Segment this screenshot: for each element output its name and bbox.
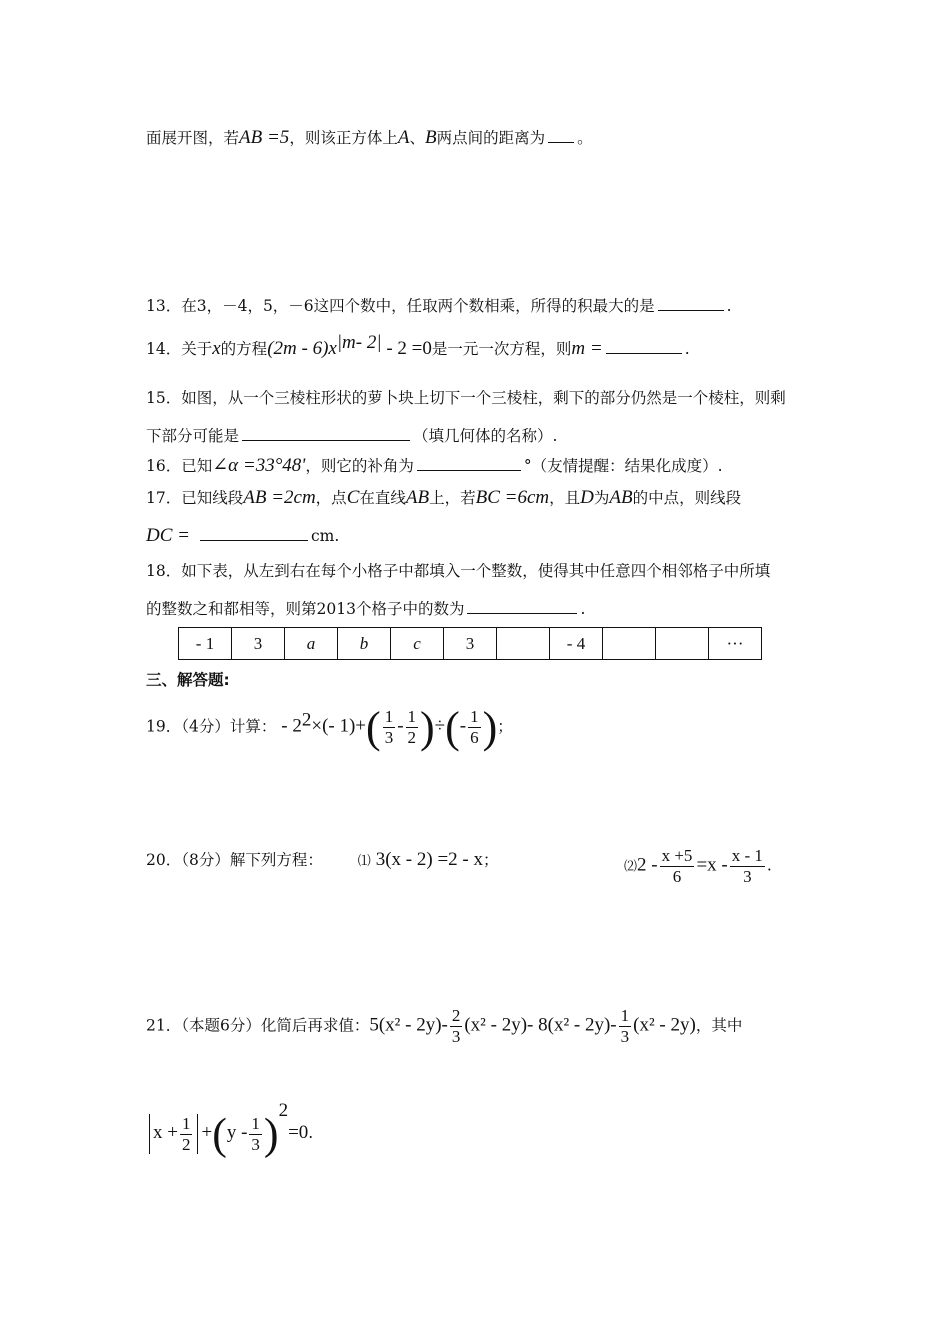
q19-expr-b: ×(- 1)+ [311,715,367,737]
question-20 [146,848,499,871]
q21-paren-open: ( [212,1109,227,1159]
q18-line1: 18．如下表，从左到右在每个小格子中都填入一个整数，使得其中任意四个相邻格子中所填 [146,562,771,580]
q13-text: 13．在3，－4，5，－6这四个数中，任取两个数相乘，所得的积最大的是 [146,297,655,315]
q19-frac-3 [468,707,481,748]
q14-var: x [212,338,221,360]
q20-part-2-label: ⑵ [624,859,638,875]
question-17-line-2 [146,524,339,547]
q21-cond-exp: 2 [278,1100,289,1121]
q21-tail: ，其中 [695,1016,743,1035]
q17-text-f: 为 [593,489,610,507]
q20-equation-1: 3(x - 2) =2 - x [375,849,484,870]
q19-neg: - [459,715,467,737]
q19-end: ； [497,717,513,736]
question-17-line-1 [146,486,741,509]
question-19 [146,702,513,753]
q14-m: m = [571,338,603,360]
q17-dc: DC = [146,525,190,546]
q20-f1-num: x +5 [661,846,693,865]
grid-cell [656,628,709,660]
question-15-line-2 [146,424,557,446]
q19-paren-close: ) [420,703,435,752]
grid-cell: 3 [232,628,285,660]
q21-f1-num: 2 [451,1006,461,1025]
q17-ab2: AB [405,487,430,508]
question-20-part-2 [624,846,772,887]
q12-math: AB =5 [239,127,290,148]
grid-cell: ··· [709,628,762,660]
q21-f2-den: 3 [620,1027,630,1046]
q15-line1: 15．如图，从一个三棱柱形状的萝卜块上切下一个三棱柱，剩下的部分仍然是一个棱柱，则剩 [146,389,786,407]
q14-text-a: 14．关于 [146,340,213,359]
q13-answer-blank[interactable] [658,294,724,311]
q19-divide: ÷ [434,715,446,737]
q19-f2-num: 1 [407,707,417,726]
q17-ab: AB =2cm [243,487,316,508]
q20-f2-den: 3 [743,867,752,886]
q19-f1-num: 1 [384,707,394,726]
section-heading: 三、解答题: [146,671,230,689]
grid-cell: - 4 [550,628,603,660]
question-21 [146,1006,742,1047]
q18-line2a: 的整数之和都相等，则第2013个格子中的数为 [146,600,465,618]
q14-end: . [684,340,690,359]
q21-cond-frac-1 [180,1114,193,1155]
q17-text-e: ，且 [549,489,581,507]
q17-ab3: AB [609,487,633,508]
q19-paren-open: ( [366,703,381,752]
q20-part-1: ⑴ [357,854,371,869]
q17-answer-blank[interactable] [200,524,308,541]
q21-cf2-den: 3 [251,1134,260,1154]
q21-f2-num: 1 [620,1006,630,1025]
grid-cell: a [285,628,338,660]
q14-exponent: |m- 2| [336,332,382,353]
question-15-line-1 [146,386,786,408]
q17-text-b: ，点 [315,489,347,507]
q20-f2-num: x - 1 [731,846,763,865]
q12-text-b: ，则该正方体上 [289,129,398,147]
q20-frac-2 [730,846,765,887]
q21-term-3: (x² - 2y) [633,1014,696,1036]
q21-cond-frac-2 [249,1114,262,1155]
q16-text-a: 16．已知 [146,457,213,475]
q14-text-b: 的方程 [220,340,268,359]
q19-minus: - [397,715,404,737]
q17-unit: cm. [310,527,340,545]
grid-cell [603,628,656,660]
q19-paren-close-2: ) [482,703,498,752]
q21-cond-dot: . [308,1124,314,1142]
q19-paren-open-2: ( [445,703,460,752]
q21-term-1: 5(x² - 2y)- [369,1014,448,1036]
q12-point-b: B [424,127,437,148]
number-grid [178,627,762,660]
q19-square: 2 [301,709,312,731]
abs-bar-left [149,1114,150,1154]
q21-f1-den: 3 [451,1027,461,1046]
q19-f3-num: 1 [470,707,479,726]
q21-frac-1 [450,1006,463,1047]
q12-text-a: 面展开图，若 [146,129,240,147]
q15-line2a: 下部分可能是 [146,427,240,445]
q18-end: . [580,600,586,618]
q12-end: 。 [577,129,593,147]
q17-bc: BC =6cm [475,487,550,508]
q19-frac-2 [406,707,419,748]
q19-frac-1 [383,707,396,748]
grid-cell: 3 [444,628,497,660]
q12-continuation [146,126,593,149]
grid-cell: c [391,628,444,660]
q21-term-2: (x² - 2y)- 8(x² - 2y)- [464,1014,617,1036]
q21-cond-end: =0 [288,1122,309,1143]
q20-frac-1 [660,846,695,887]
q13-end: . [726,297,732,315]
q20-eq2-b: =x - [696,854,728,876]
question-14 [146,332,690,360]
q21-cf1-den: 2 [181,1134,191,1154]
q12-text-c: 两点间的距离为 [436,129,546,147]
q12-sep: 、 [409,129,425,147]
grid-cell: b [338,628,391,660]
q15-line2b: （填几何体的名称）. [413,427,558,445]
q21-cf2-num: 1 [251,1113,260,1133]
q21-cf1-num: 1 [181,1113,191,1133]
q17-text-c: 在直线 [359,489,406,507]
q17-d: D [580,487,594,508]
q17-text-a: 17．已知线段 [146,489,244,507]
q19-f2-den: 2 [407,728,417,747]
q21-label: 21．（本题6分）化简后再求值： [146,1016,370,1035]
q17-c: C [346,487,360,508]
q21-frac-2 [619,1006,632,1047]
q12-point-a: A [397,127,410,148]
question-13 [146,294,732,316]
q19-f3-den: 6 [470,728,479,747]
q20-semicolon: ； [483,851,499,869]
q15-answer-blank[interactable] [242,424,410,441]
q19-expr-a: - 2 [281,715,302,737]
q14-equation-b: - 2 =0 [381,338,432,360]
q17-text-g: 的中点，则线段 [632,489,742,507]
q19-label: 19．（4分）计算： [146,717,277,736]
q14-answer-blank[interactable] [606,337,682,354]
question-21-condition [146,1100,313,1160]
q21-cond-plus: + [201,1122,213,1143]
q21-cond-a: x + [153,1122,178,1143]
q20-f1-den: 6 [672,867,682,886]
question-18-line-2 [146,597,585,619]
q20-label: 20．（8分）解下列方程： [146,851,323,869]
grid-row [179,628,762,660]
q18-answer-blank[interactable] [467,597,577,614]
q21-paren-close: ) [263,1109,279,1159]
q16-angle: ∠α =33°48' [212,455,306,476]
q19-f1-den: 3 [384,728,394,747]
q14-equation: (2m - 6)x [267,338,337,360]
grid-cell [497,628,550,660]
q20-eq2-a: 2 - [637,854,658,876]
q20-end: . [766,856,772,875]
question-16 [146,454,723,477]
q16-answer-blank[interactable] [417,454,521,471]
question-18-line-1 [146,559,770,581]
q16-text-c: °（友情提醒：结果化成度）. [523,457,723,475]
q16-text-b: ，则它的补角为 [305,457,414,475]
q12-answer-blank[interactable] [548,126,574,143]
q21-cond-c: y - [226,1122,248,1143]
grid-cell: - 1 [179,628,232,660]
abs-bar-right [197,1114,198,1154]
q17-text-d: 上，若 [429,489,476,507]
q14-text-c: 是一元一次方程，则 [431,340,572,359]
